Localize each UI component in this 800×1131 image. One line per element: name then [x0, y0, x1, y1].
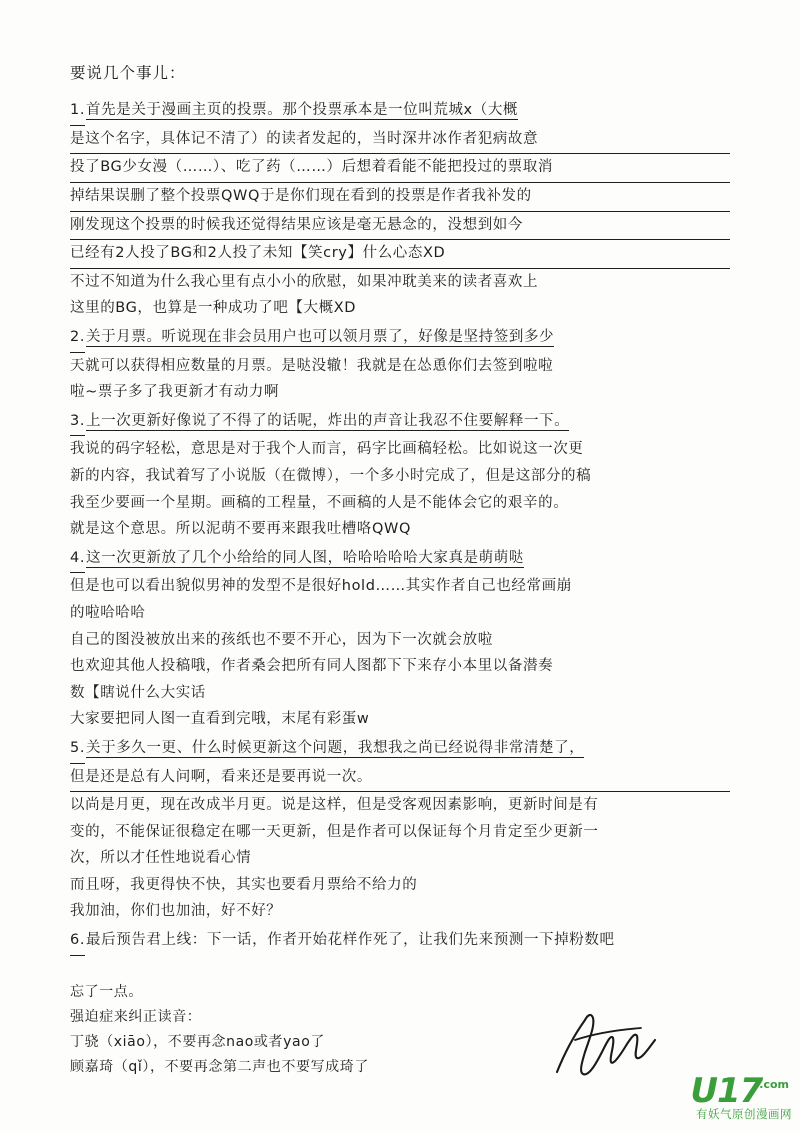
u17-logo: U17 — [690, 1071, 763, 1111]
note-line-text: 最后预告君上线：下一话，作者开始花样作死了，让我们先来预测一下掉粉数吧 — [86, 932, 615, 949]
note-line: 而且呀，我更得快不快，其实也要看月票给不给力的 — [70, 876, 418, 893]
note-line: 掉结果误删了整个投票QWQ于是你们现在看到的投票是作者我补发的 — [70, 183, 730, 212]
note-line: 啦~票子多了我更新才有动力啊 — [70, 384, 280, 401]
note-line: 次，所以才任性地说看心情 — [70, 850, 252, 867]
section-marker: 6. — [70, 927, 85, 956]
note-line — [70, 97, 730, 126]
u17-domain: .com — [759, 1078, 789, 1091]
note-line — [70, 735, 730, 764]
note-line: 投了BG少女漫（……）、吃了药（……）后想着看能不能把投过的票取消 — [70, 154, 730, 183]
section-marker: 2. — [70, 324, 85, 353]
section-marker: 1. — [70, 97, 85, 126]
note-line — [70, 927, 730, 956]
note-line: 就是这个意思。所以泥萌不要再来跟我吐槽咯QWQ — [70, 521, 411, 538]
note-line — [70, 408, 730, 437]
site-watermark — [690, 1071, 792, 1125]
note-line — [70, 324, 730, 353]
note-line-text: 这一次更新放了几个小给给的同人图，哈哈哈哈哈大家真是萌萌哒 — [86, 549, 524, 566]
footnote-line: 忘了一点。 — [70, 984, 143, 1000]
note-line: 数【瞎说什么大实话 — [70, 684, 206, 701]
note-line: 大家要把同人图一直看到完哦，末尾有彩蛋w — [70, 711, 370, 728]
page-title: 要说几个事儿： — [70, 64, 186, 82]
footnote-line: 顾嘉琦（qǐ），不要再念第二声也不要写成琦了 — [70, 1059, 369, 1075]
note-line: 我加油，你们也加油，好不好？ — [70, 903, 282, 920]
note-line: 变的，不能保证很稳定在哪一天更新，但是作者可以保证每个月肯定至少更新一 — [70, 823, 599, 840]
note-line — [70, 545, 730, 574]
watermark-stack — [690, 1071, 792, 1125]
note-section-2 — [70, 324, 730, 406]
note-line: 刚发现这个投票的时候我还觉得结果应该是毫无悬念的，没想到如今 — [70, 212, 730, 241]
author-signature — [545, 1000, 675, 1090]
note-line-text: 关于多久一更、什么时候更新这个问题，我想我之尚已经说得非常清楚了， — [86, 739, 585, 756]
note-line-text: 关于月票。听说现在非会员用户也可以领月票了，好像是坚持签到多少 — [86, 329, 555, 345]
section-marker: 5. — [70, 735, 85, 764]
note-section-3 — [70, 408, 730, 543]
section-marker: 4. — [70, 545, 85, 574]
section-marker: 3. — [70, 408, 85, 437]
note-line: 我至少要画一个星期。画稿的工程量，不画稿的人是不能体会它的艰辛的。 — [70, 494, 569, 511]
note-body — [70, 62, 730, 958]
footnote-line: 丁骁（xiāo），不要再念nao或者yao了 — [70, 1034, 325, 1050]
note-line: 已经有2人投了BG和2人投了未知【笑cry】什么心态XD — [70, 240, 730, 269]
note-line-text: 上一次更新好像说了不得了的话呢，炸出的声音让我忍不住要解释一下。 — [86, 412, 570, 429]
footnote-line: 强迫症来纠正读音： — [70, 1009, 202, 1025]
note-line-text: 首先是关于漫画主页的投票。那个投票承本是一位叫荒城x（大概 — [86, 102, 519, 119]
watermark-tagline: 有妖气原创漫画网 — [696, 1107, 792, 1121]
note-line: 的啦哈哈哈 — [70, 604, 146, 621]
note-line: 以尚是月更，现在改成半月更。说是这样，但是受客观因素影响，更新时间是有 — [70, 797, 599, 814]
note-line: 不过不知道为什么我心里有点小小的欣慰，如果冲耽美来的读者喜欢上 — [70, 273, 539, 290]
note-line: 但是还是总有人问啊，看来还是要再说一次。 — [70, 764, 730, 793]
note-section-5 — [70, 735, 730, 925]
note-line: 是这个名字，具体记不清了）的读者发起的，当时深井冰作者犯病故意 — [70, 126, 730, 155]
note-line: 但是也可以看出貌似男神的发型不是很好hold……其实作者自己也经常画崩 — [70, 578, 572, 595]
watermark-logo-row — [690, 1071, 792, 1111]
note-line: 我说的码字轻松，意思是对于我个人而言，码字比画稿轻松。比如说这一次更 — [70, 441, 584, 458]
note-section-6 — [70, 927, 730, 956]
note-line: 天就可以获得相应数量的月票。是哒没辙！我就是在怂恿你们去签到啦啦 — [70, 357, 554, 374]
note-line: 也欢迎其他人投稿哦，作者桑会把所有同人图都下下来存小本里以备潜奏 — [70, 658, 554, 675]
footnote-block — [70, 980, 590, 1080]
note-section-1 — [70, 97, 730, 322]
note-line: 自己的图没被放出来的孩纸也不要不开心，因为下一次就会放啦 — [70, 631, 493, 648]
note-line: 这里的BG，也算是一种成功了吧【大概XD — [70, 300, 357, 317]
note-section-4 — [70, 545, 730, 733]
note-line: 新的内容，我试着写了小说版（在微博），一个多小时完成了，但是这部分的稿 — [70, 467, 592, 484]
